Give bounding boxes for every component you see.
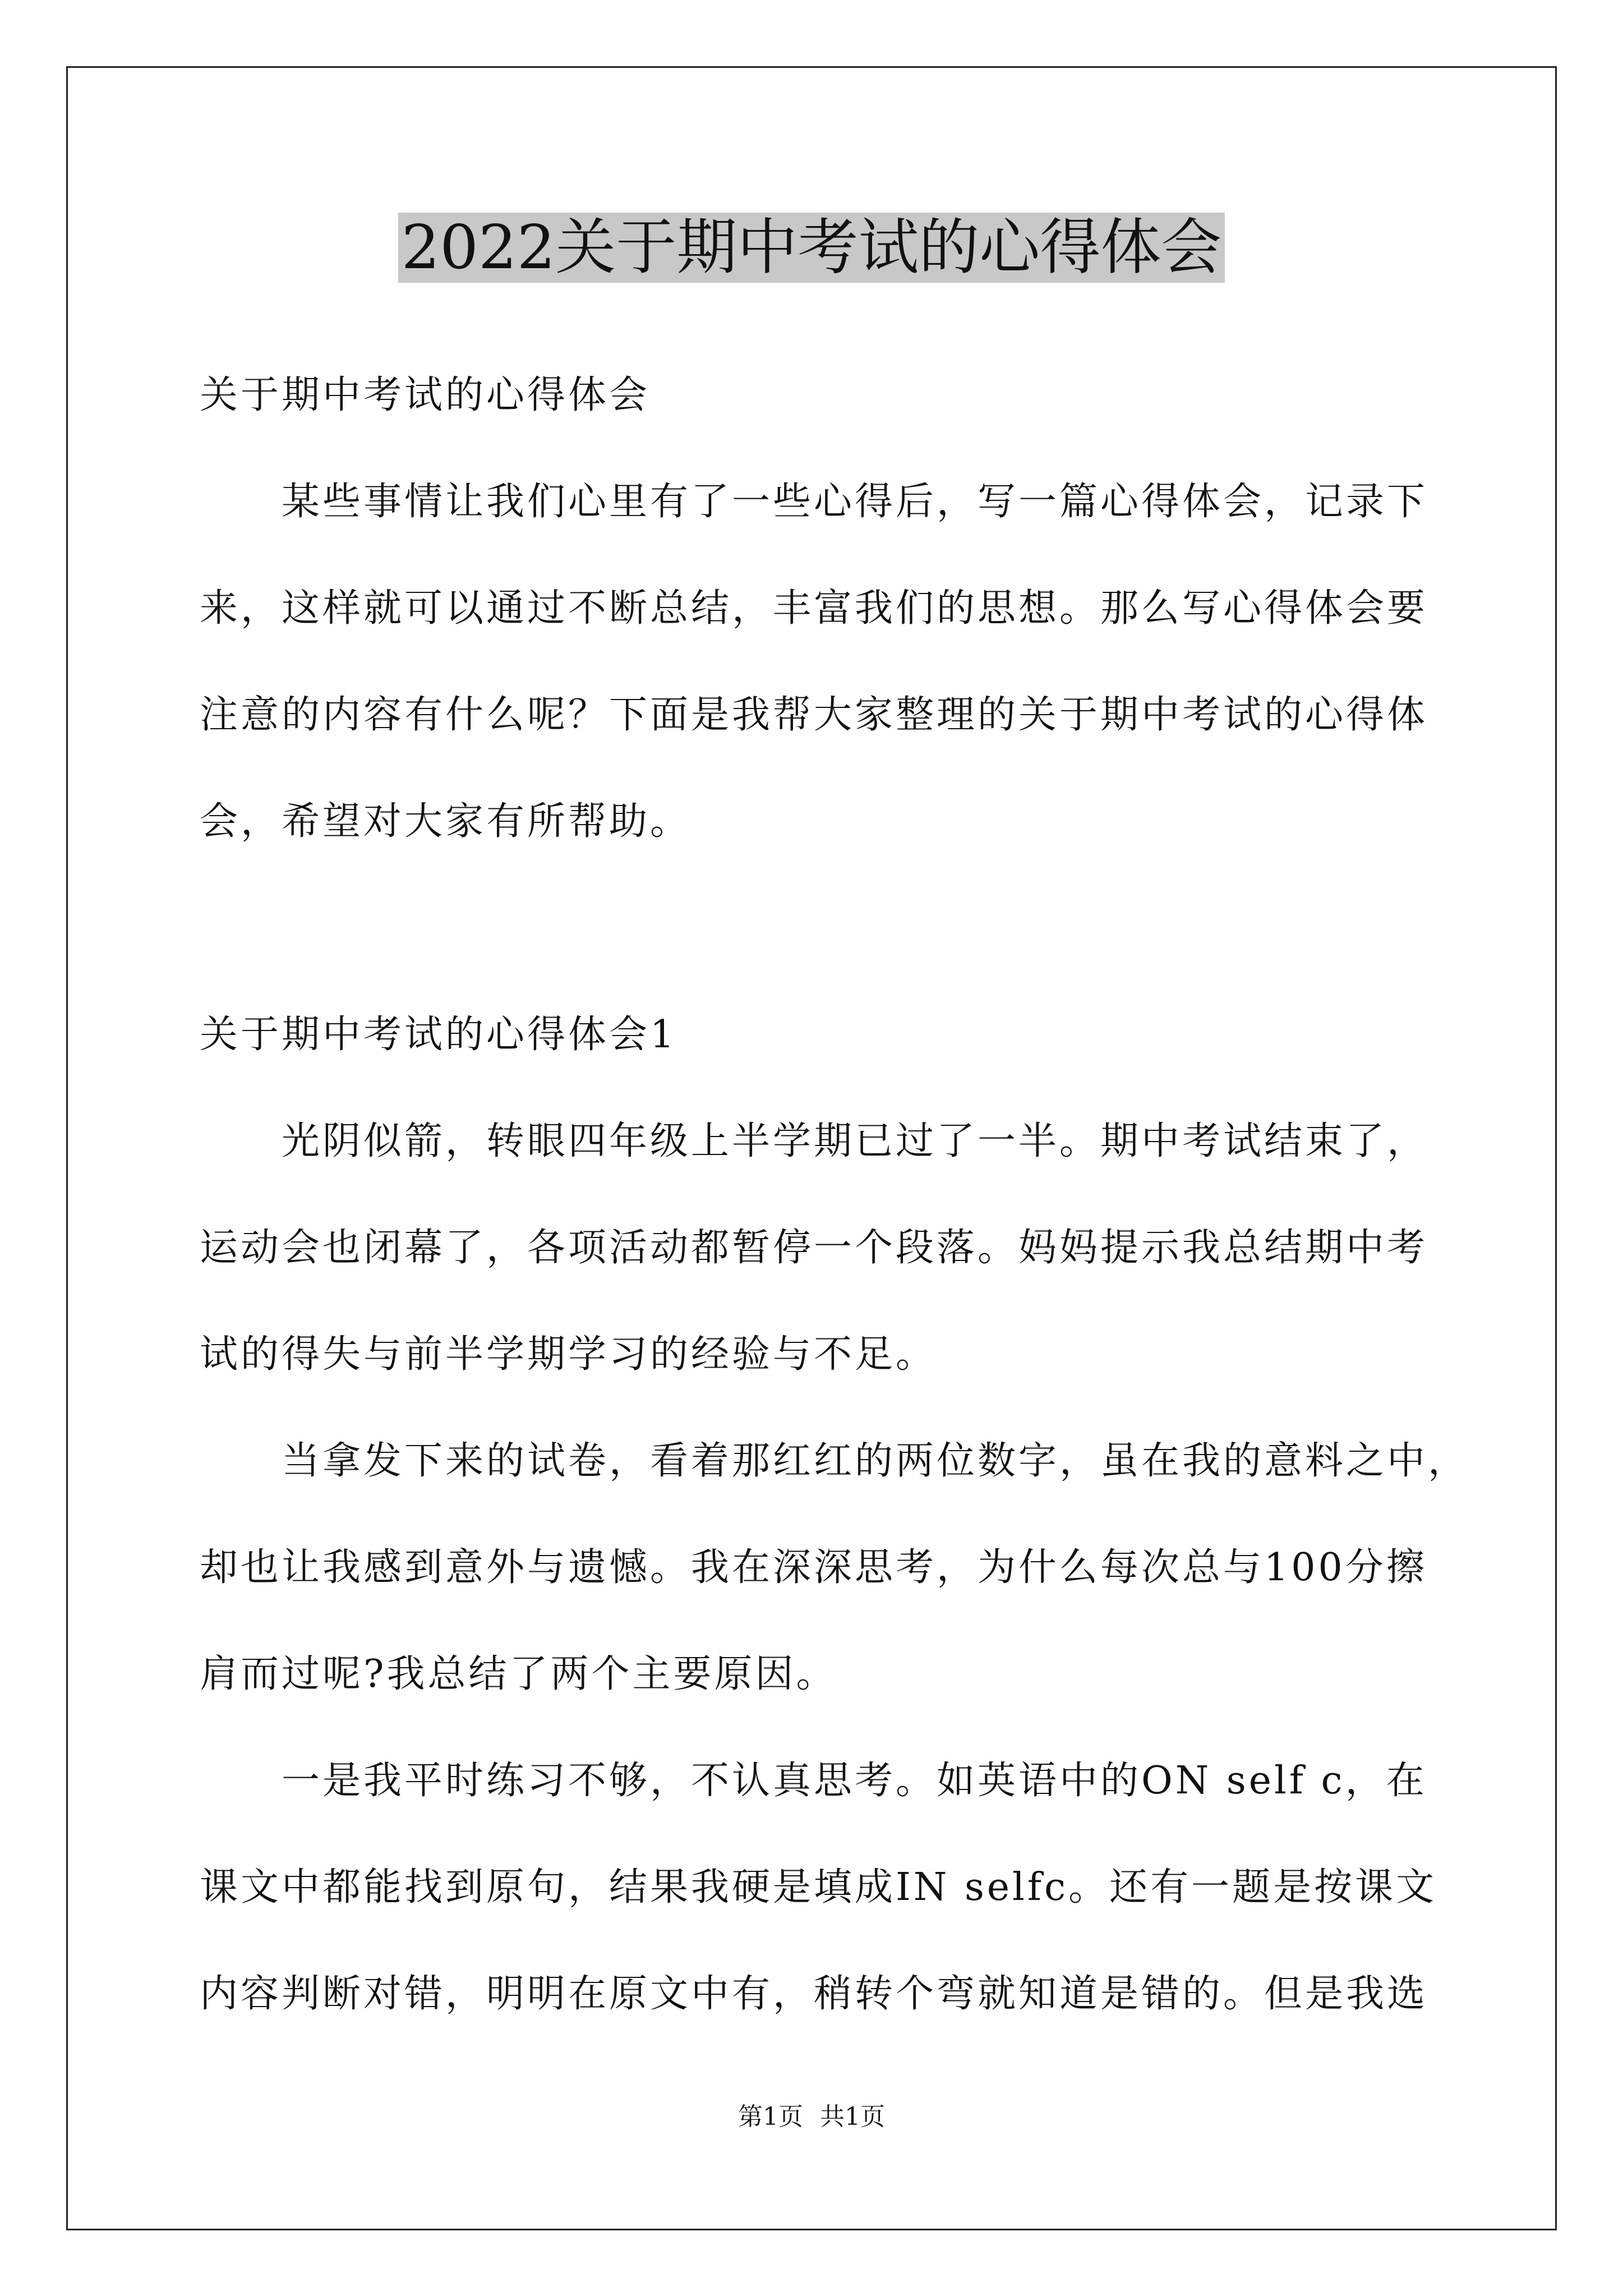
paragraph-line: 却也让我感到意外与遗憾。我在深深思考，为什么每次总与100分擦: [200, 1545, 1427, 1590]
page-footer: [0, 2100, 1623, 2134]
paragraph-line: 光阴似箭，转眼四年级上半学期已过了一半。期中考试结束了，: [282, 1119, 1428, 1163]
intro-paragraph-line: 注意的内容有什么呢？下面是我帮大家整理的关于期中考试的心得体: [200, 693, 1428, 737]
document-title-text: 2022关于期中考试的心得体会: [398, 213, 1225, 283]
paragraph-line: 内容判断对错，明明在原文中有，稍转个弯就知道是错的。但是我选: [200, 1972, 1428, 2016]
intro-paragraph-line: 来，这样就可以通过不断总结，丰富我们的思想。那么写心得体会要: [200, 586, 1428, 631]
intro-paragraph-line: 会，希望对大家有所帮助。: [200, 799, 691, 844]
paragraph-line: 一是我平时练习不够，不认真思考。如英语中的ON self c，在: [282, 1759, 1427, 1803]
paragraph-line: 肩而过呢?我总结了两个主要原因。: [200, 1652, 837, 1696]
paragraph-line: 试的得失与前半学期学习的经验与不足。: [200, 1332, 937, 1377]
page-total: 共1页: [820, 2102, 885, 2131]
intro-heading: 关于期中考试的心得体会: [200, 373, 651, 417]
section-heading: 关于期中考试的心得体会1: [200, 1013, 677, 1057]
paragraph-line: 课文中都能找到原句，结果我硬是填成IN selfc。还有一题是按课文: [200, 1865, 1437, 1910]
document-body: [200, 342, 1469, 2047]
section-spacer: [200, 875, 1439, 982]
paragraph-line: 当拿发下来的试卷，看着那红红的两位数字，虽在我的意料之中，: [282, 1439, 1469, 1483]
document-title: [0, 209, 1623, 287]
page-number: 第1页: [738, 2102, 803, 2131]
intro-paragraph-line: 某些事情让我们心里有了一些心得后，写一篇心得体会，记录下: [282, 480, 1428, 524]
paragraph-line: 运动会也闭幕了，各项活动都暂停一个段落。妈妈提示我总结期中考: [200, 1226, 1428, 1270]
